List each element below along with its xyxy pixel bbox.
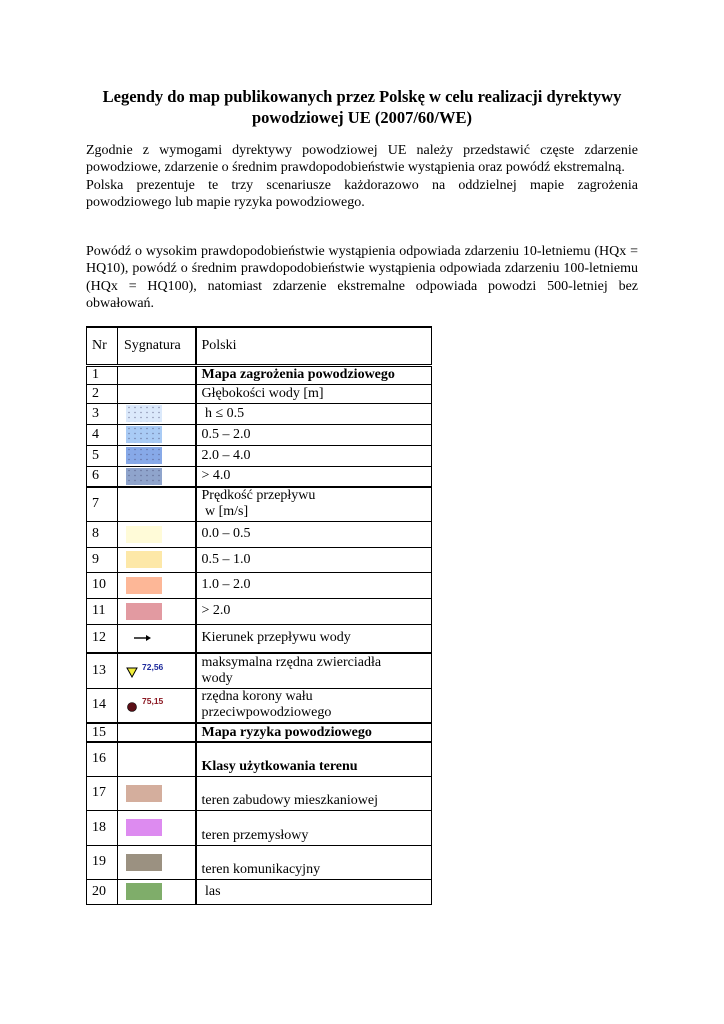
legend-row-3 (87, 403, 432, 424)
row-number: 20 (87, 879, 118, 904)
legend-row-1 (87, 365, 432, 384)
row-label: Głębokości wody [m] (196, 384, 432, 403)
row-number: 1 (87, 365, 118, 384)
row-symbol (118, 845, 196, 879)
legend-row-4 (87, 424, 432, 445)
legend-row-16 (87, 742, 432, 776)
row-number: 16 (87, 742, 118, 776)
row-label: > 2.0 (196, 598, 432, 624)
color-swatch (126, 551, 162, 568)
row-symbol (118, 487, 196, 521)
row-label: Klasy użytkowania terenu (196, 742, 432, 776)
row-number: 6 (87, 466, 118, 487)
row-label: teren przemysłowy (196, 810, 432, 845)
document-title: Legendy do map publikowanych przez Polskę w celu realizacji dyrektywy powodziowej UE (2007/60/WE) (102, 87, 622, 127)
color-swatch (126, 577, 162, 594)
row-symbol (118, 384, 196, 403)
row-number: 11 (87, 598, 118, 624)
row-symbol (118, 879, 196, 904)
row-label: Mapa ryzyka powodziowego (196, 723, 432, 742)
levee-crest-value: 75,15 (142, 696, 164, 707)
dot-marker-icon (126, 701, 138, 713)
row-label: 0.5 – 2.0 (196, 424, 432, 445)
color-swatch (126, 426, 162, 443)
row-symbol (118, 624, 196, 653)
row-label: 2.0 – 4.0 (196, 445, 432, 466)
water-level-value: 72,56 (142, 661, 164, 672)
row-label: 1.0 – 2.0 (196, 572, 432, 598)
row-symbol (118, 521, 196, 547)
row-label: teren komunikacyjny (196, 845, 432, 879)
row-label-line-2: wody (201, 670, 233, 686)
legend-header-row (87, 327, 432, 365)
intro-sentence-2: Polska prezentuje te trzy scenariusze każdorazowo na oddzielnej mapie zagrożenia powodziowego lub mapie ryzyka powodziowego. (86, 177, 638, 211)
color-swatch (126, 785, 162, 802)
row-number: 2 (87, 384, 118, 403)
row-symbol (118, 688, 196, 723)
legend-row-14 (87, 688, 432, 723)
legend-row-12 (87, 624, 432, 653)
row-number: 12 (87, 624, 118, 653)
row-number: 17 (87, 776, 118, 810)
row-number: 5 (87, 445, 118, 466)
row-number: 9 (87, 547, 118, 572)
row-label: las (196, 879, 432, 904)
triangle-marker-icon (126, 667, 138, 678)
row-symbol (118, 547, 196, 572)
row-label: 0.0 – 0.5 (196, 521, 432, 547)
row-symbol (118, 365, 196, 384)
row-label-line-1: rzędna korony wału (201, 689, 313, 705)
row-label: teren zabudowy mieszkaniowej (196, 776, 432, 810)
row-symbol (118, 776, 196, 810)
scenario-text: Powódź o wysokim prawdopodobieństwie wystąpienia odpowiada zdarzeniu 10-letniemu (HQx = HQ10), powódź o średnim prawdopodobieństwie wystąpienia odpowiada zdarzeniu 100-letniemu (HQx = HQ100), natomiast zdarzenie ekstremalne odpowiada powodzi 500-letniej bez obwałowań. (86, 244, 638, 312)
water-level-marker (122, 656, 192, 686)
row-number: 4 (87, 424, 118, 445)
row-number: 7 (87, 487, 118, 521)
legend-row-19 (87, 845, 432, 879)
row-number: 18 (87, 810, 118, 845)
row-label (196, 653, 432, 688)
row-label: Mapa zagrożenia powodziowego (196, 365, 432, 384)
row-symbol (118, 572, 196, 598)
row-number: 8 (87, 521, 118, 547)
row-label: > 4.0 (196, 466, 432, 487)
row-symbol (118, 403, 196, 424)
scenario-paragraph (86, 243, 638, 313)
row-symbol (118, 653, 196, 688)
legend-row-6 (87, 466, 432, 487)
legend-row-7 (87, 487, 432, 521)
intro-paragraph (86, 142, 638, 212)
flow-direction-arrow-icon (134, 634, 152, 642)
legend-row-11 (87, 598, 432, 624)
row-symbol (118, 723, 196, 742)
row-number: 19 (87, 845, 118, 879)
row-symbol (118, 598, 196, 624)
header-nr: Nr (87, 327, 118, 365)
row-label-line-2: przeciwpowodziowego (201, 705, 332, 721)
row-number: 15 (87, 723, 118, 742)
row-label-line-2: w [m/s] (201, 504, 249, 520)
row-symbol (118, 466, 196, 487)
row-number: 14 (87, 688, 118, 723)
legend-row-5 (87, 445, 432, 466)
row-label-line-1: maksymalna rzędna zwierciadła (201, 654, 382, 670)
legend-row-13 (87, 653, 432, 688)
row-symbol (118, 445, 196, 466)
levee-crest-marker (122, 690, 192, 720)
legend-row-17 (87, 776, 432, 810)
legend-row-8 (87, 521, 432, 547)
legend-row-18 (87, 810, 432, 845)
row-label (196, 688, 432, 723)
legend-table (86, 326, 432, 905)
legend-row-9 (87, 547, 432, 572)
color-swatch (126, 447, 162, 464)
row-number: 10 (87, 572, 118, 598)
row-label (196, 487, 432, 521)
color-swatch (126, 603, 162, 620)
header-polski: Polski (196, 327, 432, 365)
row-label: h ≤ 0.5 (196, 403, 432, 424)
row-number: 3 (87, 403, 118, 424)
row-label-line-1: Prędkość przepływu (201, 488, 316, 504)
row-symbol (118, 742, 196, 776)
row-symbol (118, 810, 196, 845)
color-swatch (126, 468, 162, 485)
legend-row-10 (87, 572, 432, 598)
header-sygnatura: Sygnatura (118, 327, 196, 365)
color-swatch (126, 405, 162, 422)
color-swatch (126, 819, 162, 836)
color-swatch (126, 854, 162, 871)
legend-row-2 (87, 384, 432, 403)
row-label: Kierunek przepływu wody (196, 624, 432, 653)
color-swatch (126, 526, 162, 543)
row-symbol (118, 424, 196, 445)
row-number: 13 (87, 653, 118, 688)
color-swatch (126, 883, 162, 900)
legend-row-20 (87, 879, 432, 904)
row-label: 0.5 – 1.0 (196, 547, 432, 572)
intro-sentence-1: Zgodnie z wymogami dyrektywy powodziowej UE należy przedstawić częste zdarzenie powodziowe, zdarzenie o średnim prawdopodobieństwie wystąpienia oraz powódź ekstremalną. (86, 143, 638, 176)
legend-row-15 (87, 723, 432, 742)
